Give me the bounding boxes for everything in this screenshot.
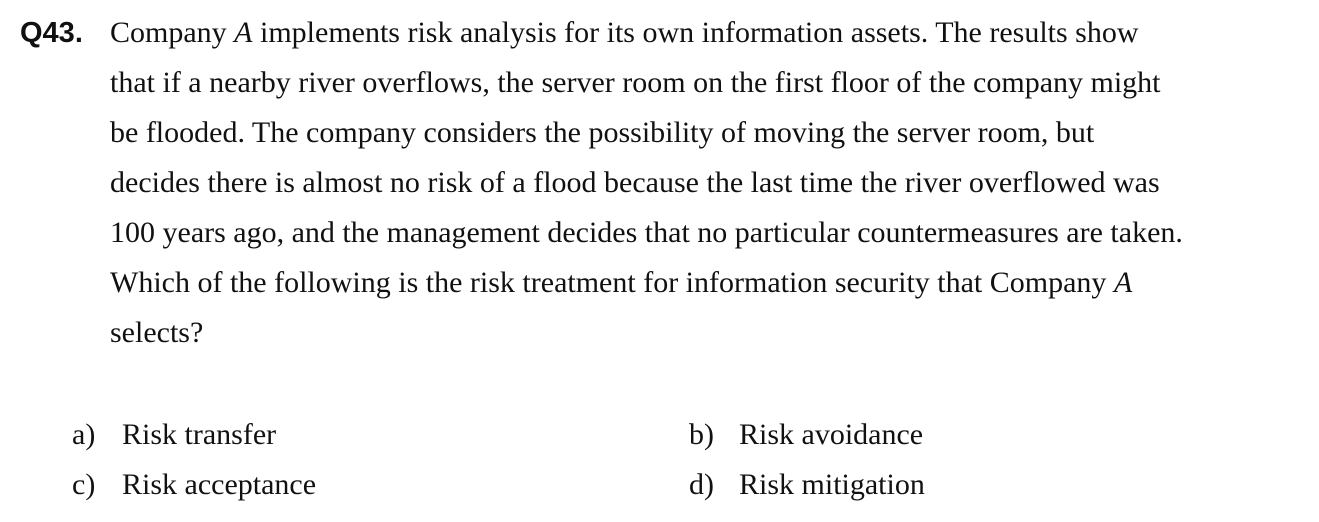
question-text-segment: Company — [110, 16, 235, 49]
question-text-segment: be flooded. The company considers the possibility of moving the server room, but — [110, 116, 1095, 149]
question-line — [110, 58, 1310, 108]
option-text: Risk avoidance — [739, 418, 924, 451]
question-text — [110, 8, 1310, 358]
question-number: Q43. — [20, 17, 83, 49]
question-text-segment: Which of the following is the risk treatment for information security that Company — [110, 266, 1114, 299]
question-line — [110, 108, 1310, 158]
option-a[interactable] — [72, 410, 276, 460]
question-text-segment: 100 years ago, and the management decides that no particular countermeasures are taken. — [110, 216, 1183, 249]
option-text: Risk mitigation — [739, 468, 925, 501]
option-text: Risk acceptance — [122, 468, 317, 501]
question-text-segment: implements risk analysis for its own information assets. The results show — [252, 16, 1139, 49]
option-c[interactable] — [72, 460, 316, 510]
company-variable: A — [1113, 266, 1133, 299]
option-d[interactable] — [689, 460, 925, 510]
question-line — [110, 308, 1310, 358]
question-text-segment: that if a nearby river overflows, the server room on the first floor of the company might — [110, 66, 1161, 99]
option-letter: b) — [689, 418, 714, 451]
question-line — [110, 208, 1310, 258]
option-text: Risk transfer — [122, 418, 277, 451]
question-line — [110, 8, 1310, 58]
option-letter: c) — [72, 468, 96, 501]
question-line — [110, 158, 1310, 208]
question-text-segment: selects? — [110, 316, 204, 349]
question-line — [110, 258, 1310, 308]
company-variable: A — [234, 16, 253, 49]
option-b[interactable] — [689, 410, 923, 460]
option-letter: a) — [72, 418, 96, 451]
question-text-segment: decides there is almost no risk of a flood because the last time the river overflowed was — [110, 166, 1160, 199]
option-letter: d) — [689, 468, 714, 501]
